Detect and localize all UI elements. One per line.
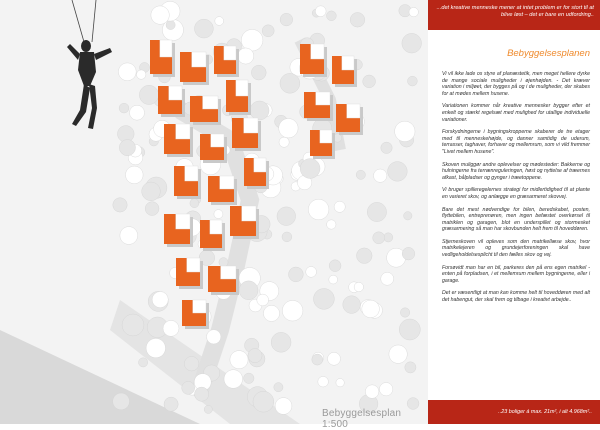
tree	[381, 142, 392, 153]
tree	[300, 159, 320, 179]
tree	[327, 11, 337, 21]
tree	[224, 370, 243, 389]
paragraph: Stjerneskoven vil opleves som den matrikellæse skov, hvor matrikelejeren og grundejerforeningen skal have vedligeholdelsesplicht til den fælles skov og vej.	[442, 238, 590, 259]
tree	[282, 300, 303, 321]
tree	[409, 7, 418, 16]
tree	[350, 12, 365, 27]
building	[158, 86, 185, 117]
building	[208, 266, 239, 295]
building	[230, 206, 259, 239]
tree	[184, 356, 199, 371]
tree	[248, 349, 262, 363]
tree	[113, 393, 130, 410]
tree	[118, 63, 136, 81]
scale-label: Bebyggelsesplan 1:500	[322, 408, 402, 430]
building	[310, 130, 335, 159]
building	[300, 44, 327, 77]
tree	[315, 6, 326, 17]
tree	[195, 387, 209, 401]
tree	[151, 6, 169, 24]
tree	[400, 308, 409, 317]
tree	[166, 20, 175, 29]
tree	[279, 119, 298, 138]
tree	[130, 105, 145, 120]
building	[232, 118, 261, 151]
tree	[280, 73, 300, 93]
tree	[122, 314, 144, 336]
building	[150, 40, 175, 77]
tree	[374, 169, 387, 182]
footer-banner: ..23 boliger á max. 21m², i alt 4.968m²..	[428, 400, 600, 424]
tree	[327, 220, 336, 229]
tree	[164, 397, 178, 411]
paragraph: Det er væsentligt at man kan komme helt til hoveddøren med alt det habengut, der skal frem og tilbage i kreativt arbejde..	[442, 290, 590, 304]
tree	[219, 258, 228, 267]
tree	[152, 292, 168, 308]
tree	[204, 405, 212, 413]
description-panel	[428, 30, 600, 400]
tree	[126, 166, 144, 184]
tree	[214, 210, 223, 219]
tree	[381, 272, 394, 285]
tree	[408, 76, 418, 86]
tree	[274, 383, 283, 392]
tree	[282, 232, 292, 242]
building	[332, 56, 357, 87]
tree	[275, 398, 292, 415]
tree	[329, 275, 338, 284]
building	[176, 258, 203, 289]
building	[182, 300, 209, 329]
building	[336, 104, 363, 135]
tree	[239, 281, 258, 300]
tree	[257, 294, 269, 306]
tree	[312, 354, 323, 365]
tree	[373, 232, 385, 244]
tree	[404, 212, 412, 220]
tree	[389, 345, 407, 363]
building	[190, 96, 221, 125]
panel-title: Bebyggelsesplanen	[507, 48, 590, 59]
tree	[271, 332, 291, 352]
tree	[263, 305, 279, 321]
paragraph: Forskydningerne i bygningskropperne skaberer de tre etager med til menneskehøjde, og danner samtidig de uderum, terrasser, taghaver, forhaver og mellemrum, som vi vild fremmer "Livet mellem husene".	[442, 129, 590, 155]
building	[244, 158, 269, 189]
tree	[215, 17, 224, 26]
tree	[195, 19, 214, 38]
paragraph: Forsøvidt man har en bil, parkeres den på ens egen matrikel - enten på forpladsen, i et mellemrum mellem bygningerne, eller i garage.	[442, 264, 590, 284]
building	[174, 166, 201, 199]
quote-banner: ...det kreative menneske mener at intet problem er for stort til at blive løst – det er bare en udfordring..	[428, 0, 600, 30]
tree	[139, 358, 148, 367]
tree	[146, 338, 165, 357]
tree	[306, 267, 317, 278]
tree	[289, 267, 304, 282]
paragraph: Skoven muliggør andre oplevelser og mødesteder: Bakkerne og hulningerne fra terrænreguleringen, høst og nyttelse af træernes afkast, bålpladser og gynger i træetoppene.	[442, 161, 590, 181]
tree	[367, 202, 386, 221]
paragraph: Vi vil ikke lade os styre af planæstetik, men meget hellere dyrke de mange sociale muligheder i øjenhøjden. - Det kræver variation i miljøet, der bygges på og i de muligheder, der skabes for at mødes mellem husene.	[442, 71, 590, 97]
tree	[328, 352, 341, 365]
tree	[253, 391, 274, 412]
building	[214, 46, 239, 77]
tree	[329, 260, 341, 272]
tree	[356, 170, 365, 179]
tree	[182, 381, 195, 394]
building	[200, 220, 225, 251]
tree	[142, 182, 161, 201]
tree	[379, 383, 392, 396]
tree	[113, 198, 127, 212]
tree	[241, 29, 263, 51]
tree	[163, 320, 179, 336]
tree	[405, 362, 416, 373]
building	[226, 80, 251, 115]
building	[304, 92, 333, 121]
tree	[334, 201, 345, 212]
tree	[402, 247, 415, 260]
tree	[145, 202, 159, 216]
tree	[250, 101, 269, 120]
tree	[343, 296, 361, 314]
tree	[402, 33, 422, 53]
building	[164, 124, 193, 157]
tree	[262, 25, 274, 37]
tree	[251, 65, 266, 80]
tree	[280, 13, 293, 26]
tree	[119, 140, 135, 156]
tree	[244, 373, 254, 383]
tree	[362, 300, 380, 318]
tree	[399, 319, 420, 340]
tree	[207, 330, 221, 344]
tree	[308, 199, 329, 220]
tree	[120, 227, 138, 245]
tree	[279, 137, 289, 147]
tree	[314, 289, 335, 310]
tree	[139, 85, 158, 104]
tree	[119, 103, 129, 113]
building	[180, 52, 209, 85]
building	[164, 214, 193, 247]
tree	[395, 121, 415, 141]
tree	[238, 48, 254, 64]
building	[200, 134, 227, 163]
tree	[357, 248, 373, 264]
tree	[137, 70, 146, 79]
tree	[363, 75, 376, 88]
paragraph: Variationen kommer når kreative mennesker bygger efter et enkelt og stærkt regelsæt med mulighed for utallige individuelle variationer.	[442, 103, 590, 123]
tree	[230, 351, 248, 369]
paragraph: Bare det mest nødvendige for bilen, beredskabet, posten, flyttebilen, entreprenøren, men ingen befæstet overkørsel til matriklen og garagen, blot en underspillet og stormesket græsarmering så man har skovbunden helt frem til hoveddøren.	[442, 206, 590, 233]
building	[208, 176, 237, 205]
tree	[190, 199, 199, 208]
tree	[354, 282, 363, 291]
tree	[336, 379, 344, 387]
tree	[365, 385, 379, 399]
tree	[318, 376, 329, 387]
paragraph: Vi bruger spilleregelernes strategi for midlertidighed til at plante en varieret skov, og anlægge en græsarmeret skovvej.	[442, 187, 590, 200]
tree	[388, 162, 408, 182]
tree	[277, 207, 296, 226]
tree	[384, 233, 393, 242]
